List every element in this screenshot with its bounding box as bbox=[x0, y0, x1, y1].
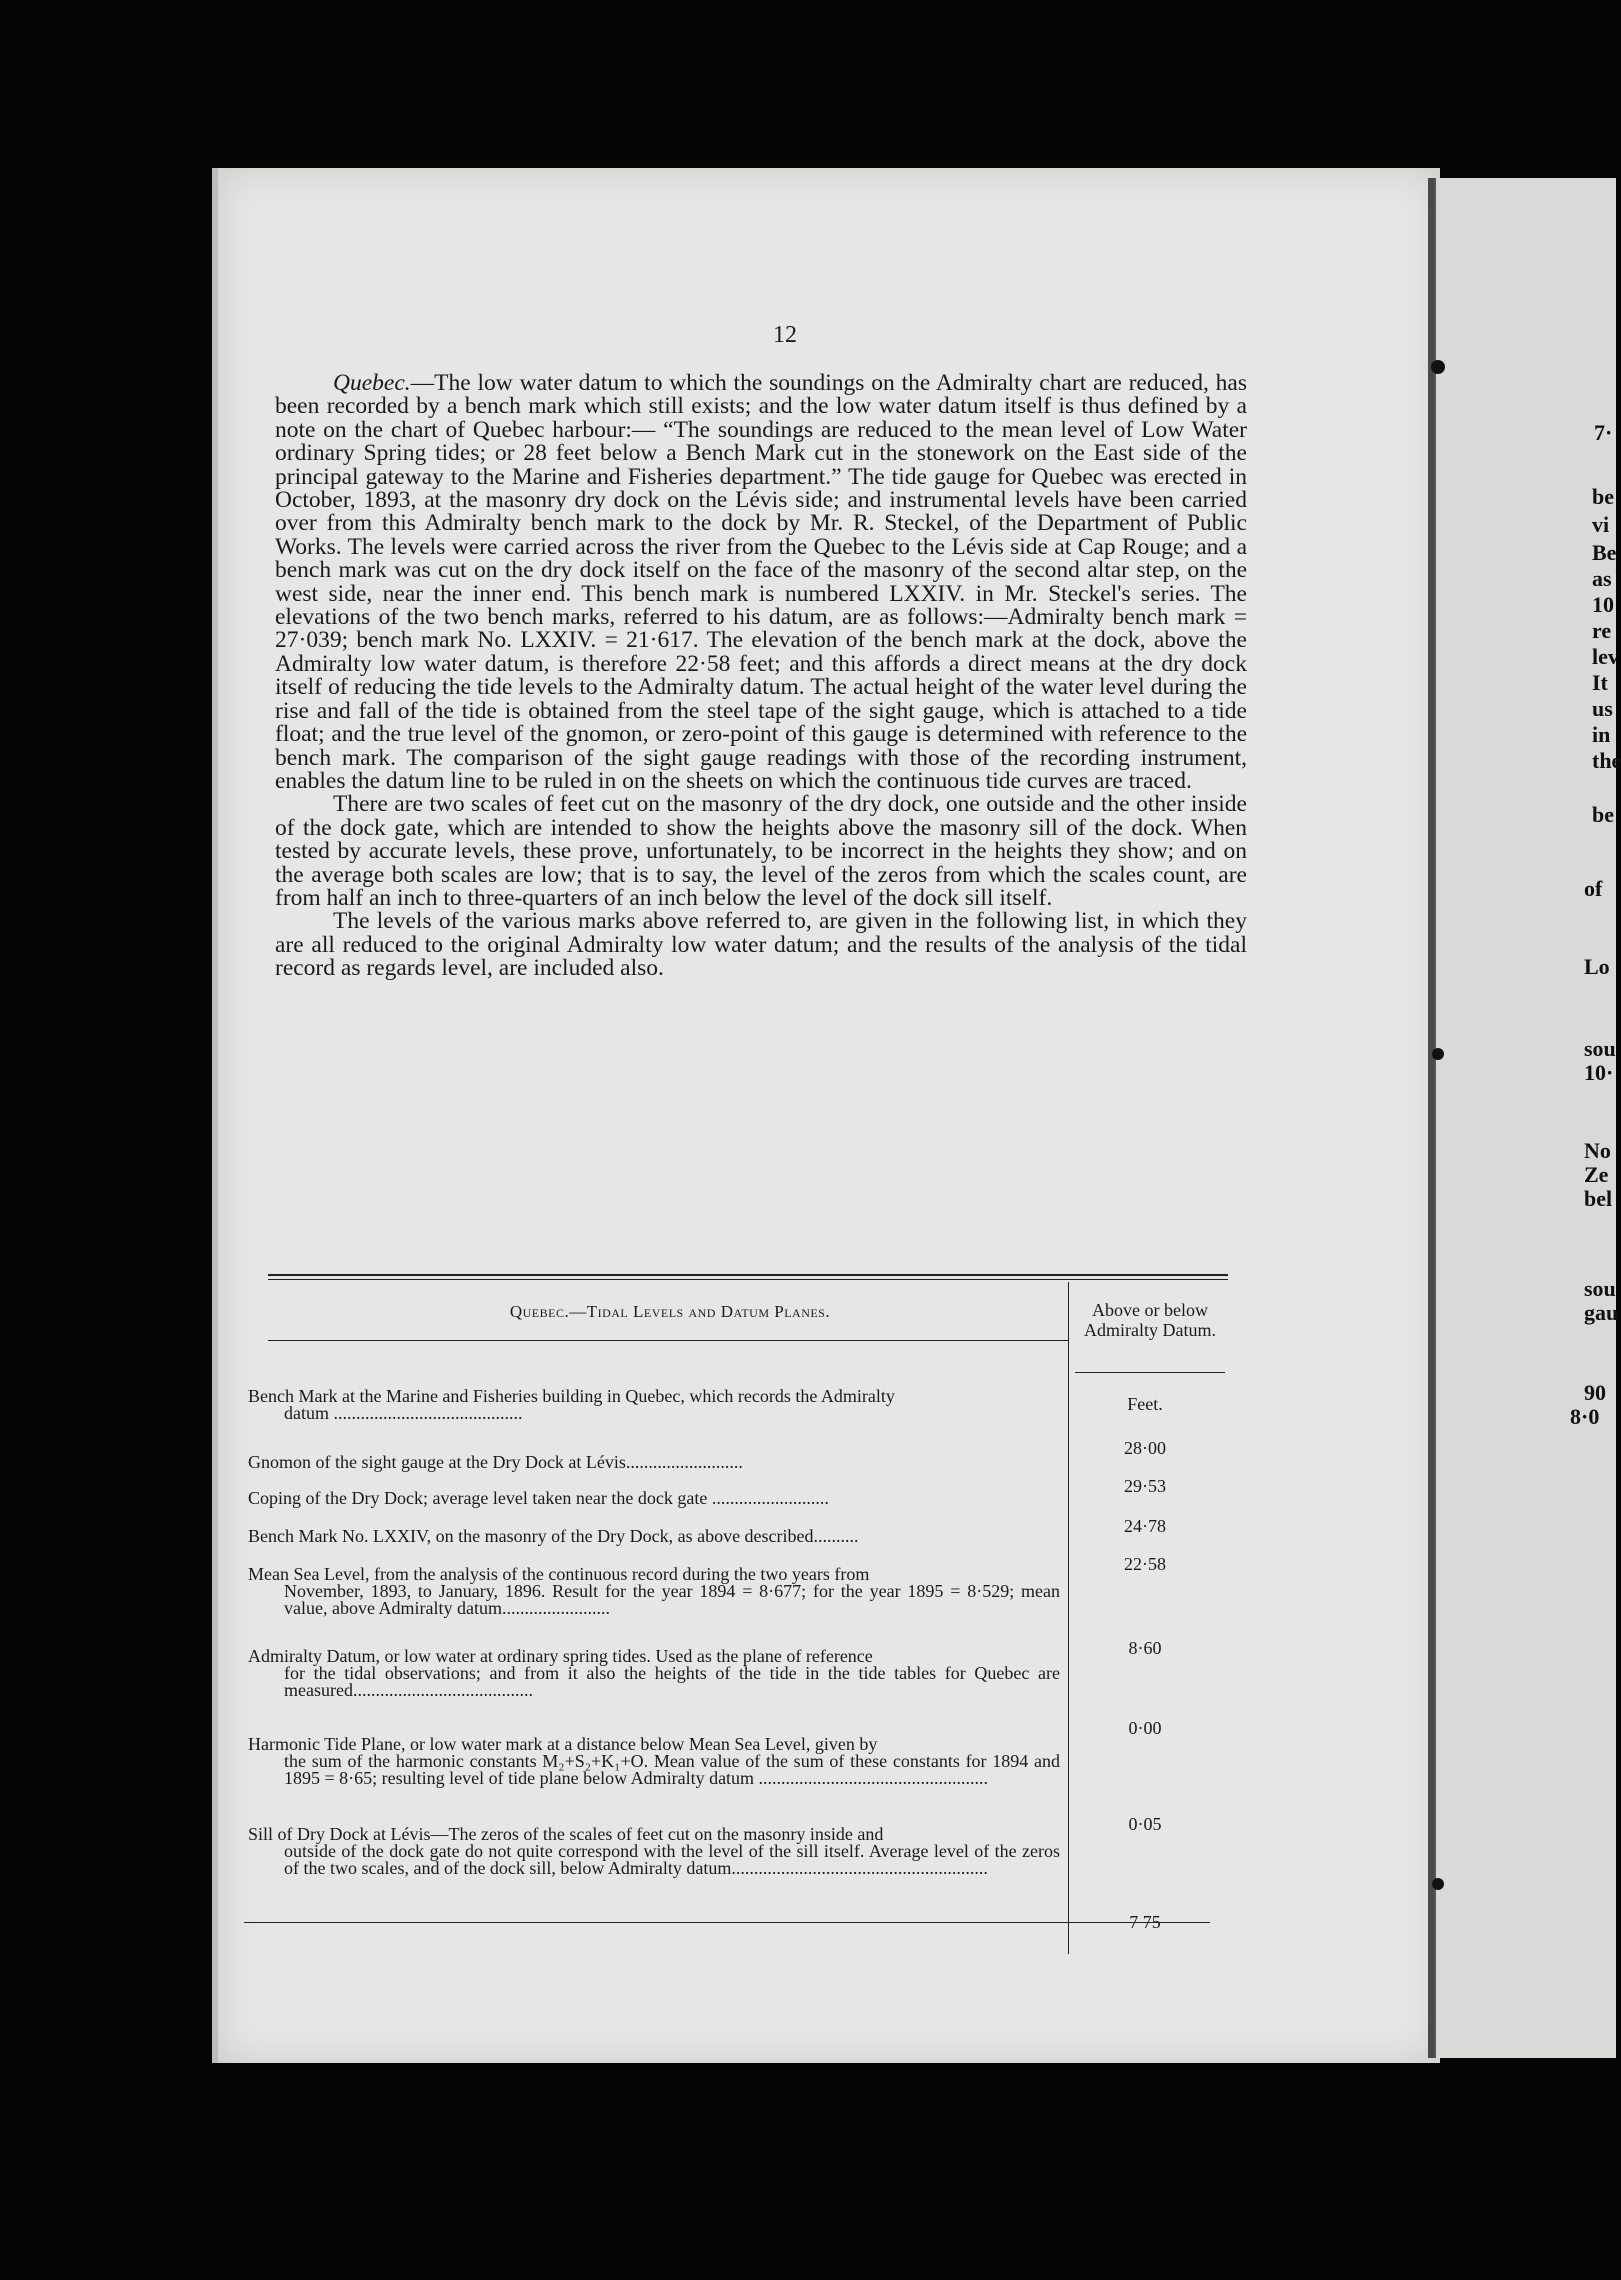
facing-page bbox=[1434, 178, 1619, 2058]
paragraph bbox=[275, 372, 1247, 793]
row-label: Mean Sea Level, from the analysis of the continuous record during the two years from bbox=[248, 1564, 870, 1584]
table-row bbox=[248, 1454, 1060, 1471]
row-value: 7 75 bbox=[1129, 1912, 1161, 1932]
facing-fragment: as bbox=[1592, 566, 1612, 591]
facing-fragment: Lo bbox=[1584, 954, 1610, 979]
facing-fragment: be bbox=[1592, 484, 1614, 509]
facing-fragment: It bbox=[1592, 670, 1608, 695]
binding-mark bbox=[1432, 1048, 1444, 1060]
table-row bbox=[248, 1388, 1060, 1422]
table-bottom-rule bbox=[244, 1922, 1210, 1923]
column-divider bbox=[1068, 1282, 1069, 1954]
paragraph-text: The levels of the various marks above referred to, are given in the following list, in which they are all reduced to the original Admiralty low water datum; and the results of the analysis of the tidal record as regards level, are included also. bbox=[275, 908, 1247, 982]
header-rule bbox=[268, 1340, 1068, 1341]
row-value: 0·00 bbox=[1128, 1718, 1162, 1738]
row-value: 0·05 bbox=[1128, 1814, 1162, 1834]
facing-fragment: lev bbox=[1592, 644, 1619, 669]
facing-fragment: vi bbox=[1592, 512, 1610, 537]
binding-mark bbox=[1432, 1878, 1444, 1890]
facing-fragment: 7· bbox=[1594, 420, 1613, 445]
paragraph-text: There are two scales of feet cut on the masonry of the dry dock, one outside and the other inside of the dock gate, which are intended to show the heights above the masonry sill of the dock. When tested by accurate levels, these prove, unfortunately, to be incorrect in the heights they show; and on the average both scales are low; that is to say, the level of the zeros from which the scales count, are from half an inch to three-quarters of an inch below the level of the dock sill itself. bbox=[275, 791, 1247, 911]
table-top-rule bbox=[268, 1274, 1228, 1276]
row-value: 24·78 bbox=[1124, 1516, 1166, 1536]
row-label-cont: outside of the dock gate do not quite correspond with the level of the sill itself. Average level of the zeros of the two scales, and of the dock sill, below Admiralty datum......................................................... bbox=[284, 1841, 1060, 1878]
facing-fragment: 10· bbox=[1584, 1060, 1614, 1085]
facing-fragment: the bbox=[1592, 748, 1621, 773]
facing-fragment: 8·0 bbox=[1570, 1404, 1600, 1429]
unit-label: Feet. bbox=[1127, 1394, 1163, 1414]
table-row bbox=[248, 1736, 1060, 1787]
row-label: Gnomon of the sight gauge at the Dry Dock at Lévis.......................... bbox=[248, 1452, 743, 1472]
row-value: 28·00 bbox=[1124, 1438, 1166, 1458]
facing-fragment: Ze bbox=[1584, 1162, 1609, 1187]
facing-fragment: re bbox=[1592, 618, 1612, 643]
facing-fragment: sou bbox=[1584, 1276, 1616, 1301]
facing-fragment: No bbox=[1584, 1138, 1611, 1163]
facing-fragment: in bbox=[1592, 722, 1611, 747]
row-label-cont: November, 1893, to January, 1896. Result for the year 1894 = 8·677; for the year 1895 = 8·529; mean value, above Admiralty datum........................ bbox=[284, 1581, 1060, 1618]
row-label-cont: the sum of the harmonic constants M₂+S₂+K₁+O. Mean value of the sum of these constants for 1894 and 1895 = 8·65; resulting level of tide plane below Admiralty datum ................................................... bbox=[284, 1751, 1060, 1788]
page-number: 12 bbox=[773, 322, 797, 348]
row-value: 22·58 bbox=[1124, 1554, 1166, 1574]
row-value: 29·53 bbox=[1124, 1476, 1166, 1496]
facing-fragment: bel bbox=[1584, 1186, 1613, 1211]
paragraph bbox=[275, 793, 1247, 910]
row-label: Harmonic Tide Plane, or low water mark at a distance below Mean Sea Level, given by bbox=[248, 1734, 878, 1754]
row-label: Coping of the Dry Dock; average level taken near the dock gate .......................... bbox=[248, 1488, 829, 1508]
facing-fragment: Be bbox=[1592, 540, 1617, 565]
table-row bbox=[248, 1566, 1060, 1617]
row-label: Sill of Dry Dock at Lévis—The zeros of the scales of feet cut on the masonry inside and bbox=[248, 1824, 884, 1844]
column-header: Above or below Admiralty Datum. bbox=[1084, 1300, 1216, 1340]
table-title: Quebec.—Tidal Levels and Datum Planes. bbox=[509, 1302, 831, 1321]
facing-fragment: 90 bbox=[1584, 1380, 1606, 1405]
table-row bbox=[248, 1826, 1060, 1877]
row-label: Admiralty Datum, or low water at ordinary spring tides. Used as the plane of reference bbox=[248, 1646, 873, 1666]
row-label-cont: datum .......................................... bbox=[284, 1403, 523, 1423]
facing-fragment: 10 bbox=[1592, 592, 1614, 617]
body-text bbox=[275, 372, 1247, 981]
table-top-rule bbox=[268, 1279, 1228, 1280]
facing-fragment: of bbox=[1584, 876, 1603, 901]
table-row bbox=[248, 1648, 1060, 1699]
row-label-cont: for the tidal observations; and from it also the heights of the tide in the tide tables for Quebec are measured........................................ bbox=[284, 1663, 1060, 1700]
facing-page-edge bbox=[1434, 178, 1436, 2058]
row-label: Bench Mark No. LXXIV, on the masonry of the Dry Dock, as above described.......... bbox=[248, 1526, 859, 1546]
facing-fragment: us bbox=[1592, 696, 1613, 721]
facing-fragment: gau bbox=[1584, 1300, 1619, 1325]
facing-fragment: be bbox=[1592, 802, 1614, 827]
paragraph-text: —The low water datum to which the soundings on the Admiralty chart are reduced, has been recorded by a bench mark which still exists; and the low water datum itself is thus defined by a note on the chart of Quebec harbour:— “The soundings are reduced to the mean level of Low Water ordinary Spring tides; or 28 feet below a Bench Mark cut in the stonework on the East side of the principal gateway to the Marine and Fisheries department.” The tide gauge for Quebec was erected in October, 1893, at the masonry dry dock on the Lévis side; and instrumental levels have been carried over from this Admiralty bench mark to the dock by Mr. R. Steckel, of the Department of Public Works. The levels were carried across the river from the Quebec to the Lévis side at Cap Rouge; and a bench mark was cut on the dry dock itself on the face of the masonry of the second altar step, on the west side, near the inner end. This bench mark is numbered LXXIV. in Mr. Steckel's series. The elevations of the two bench marks, referred to his datum, are as follows:—Admiralty bench mark = 27·039; bench mark No. LXXIV. = 21·617. The elevation of the bench mark at the dock, above the Admiralty low water datum, is therefore 22·58 feet; and this affords a direct means at the dry dock itself of reducing the tide levels to the Admiralty datum. The actual height of the water level during the rise and fall of the tide is obtained from the steel tape of the sight gauge, which is attached to a tide float; and the true level of the gnomon, or zero-point of this gauge is determined with reference to the bench mark. The comparison of the sight gauge readings with those of the recording instrument, enables the datum line to be ruled in on the sheets on which the continuous tide curves are traced. bbox=[275, 370, 1247, 794]
header-rule bbox=[1075, 1372, 1225, 1373]
table-row bbox=[248, 1528, 1060, 1545]
paragraph-lead: Quebec. bbox=[333, 370, 411, 396]
table-row bbox=[248, 1490, 1060, 1507]
row-label: Bench Mark at the Marine and Fisheries building in Quebec, which records the Admiralty bbox=[248, 1386, 895, 1406]
binding-mark bbox=[1431, 360, 1445, 374]
paragraph bbox=[275, 910, 1247, 980]
facing-fragment: sou bbox=[1584, 1036, 1616, 1061]
row-value: 8·60 bbox=[1128, 1638, 1162, 1658]
